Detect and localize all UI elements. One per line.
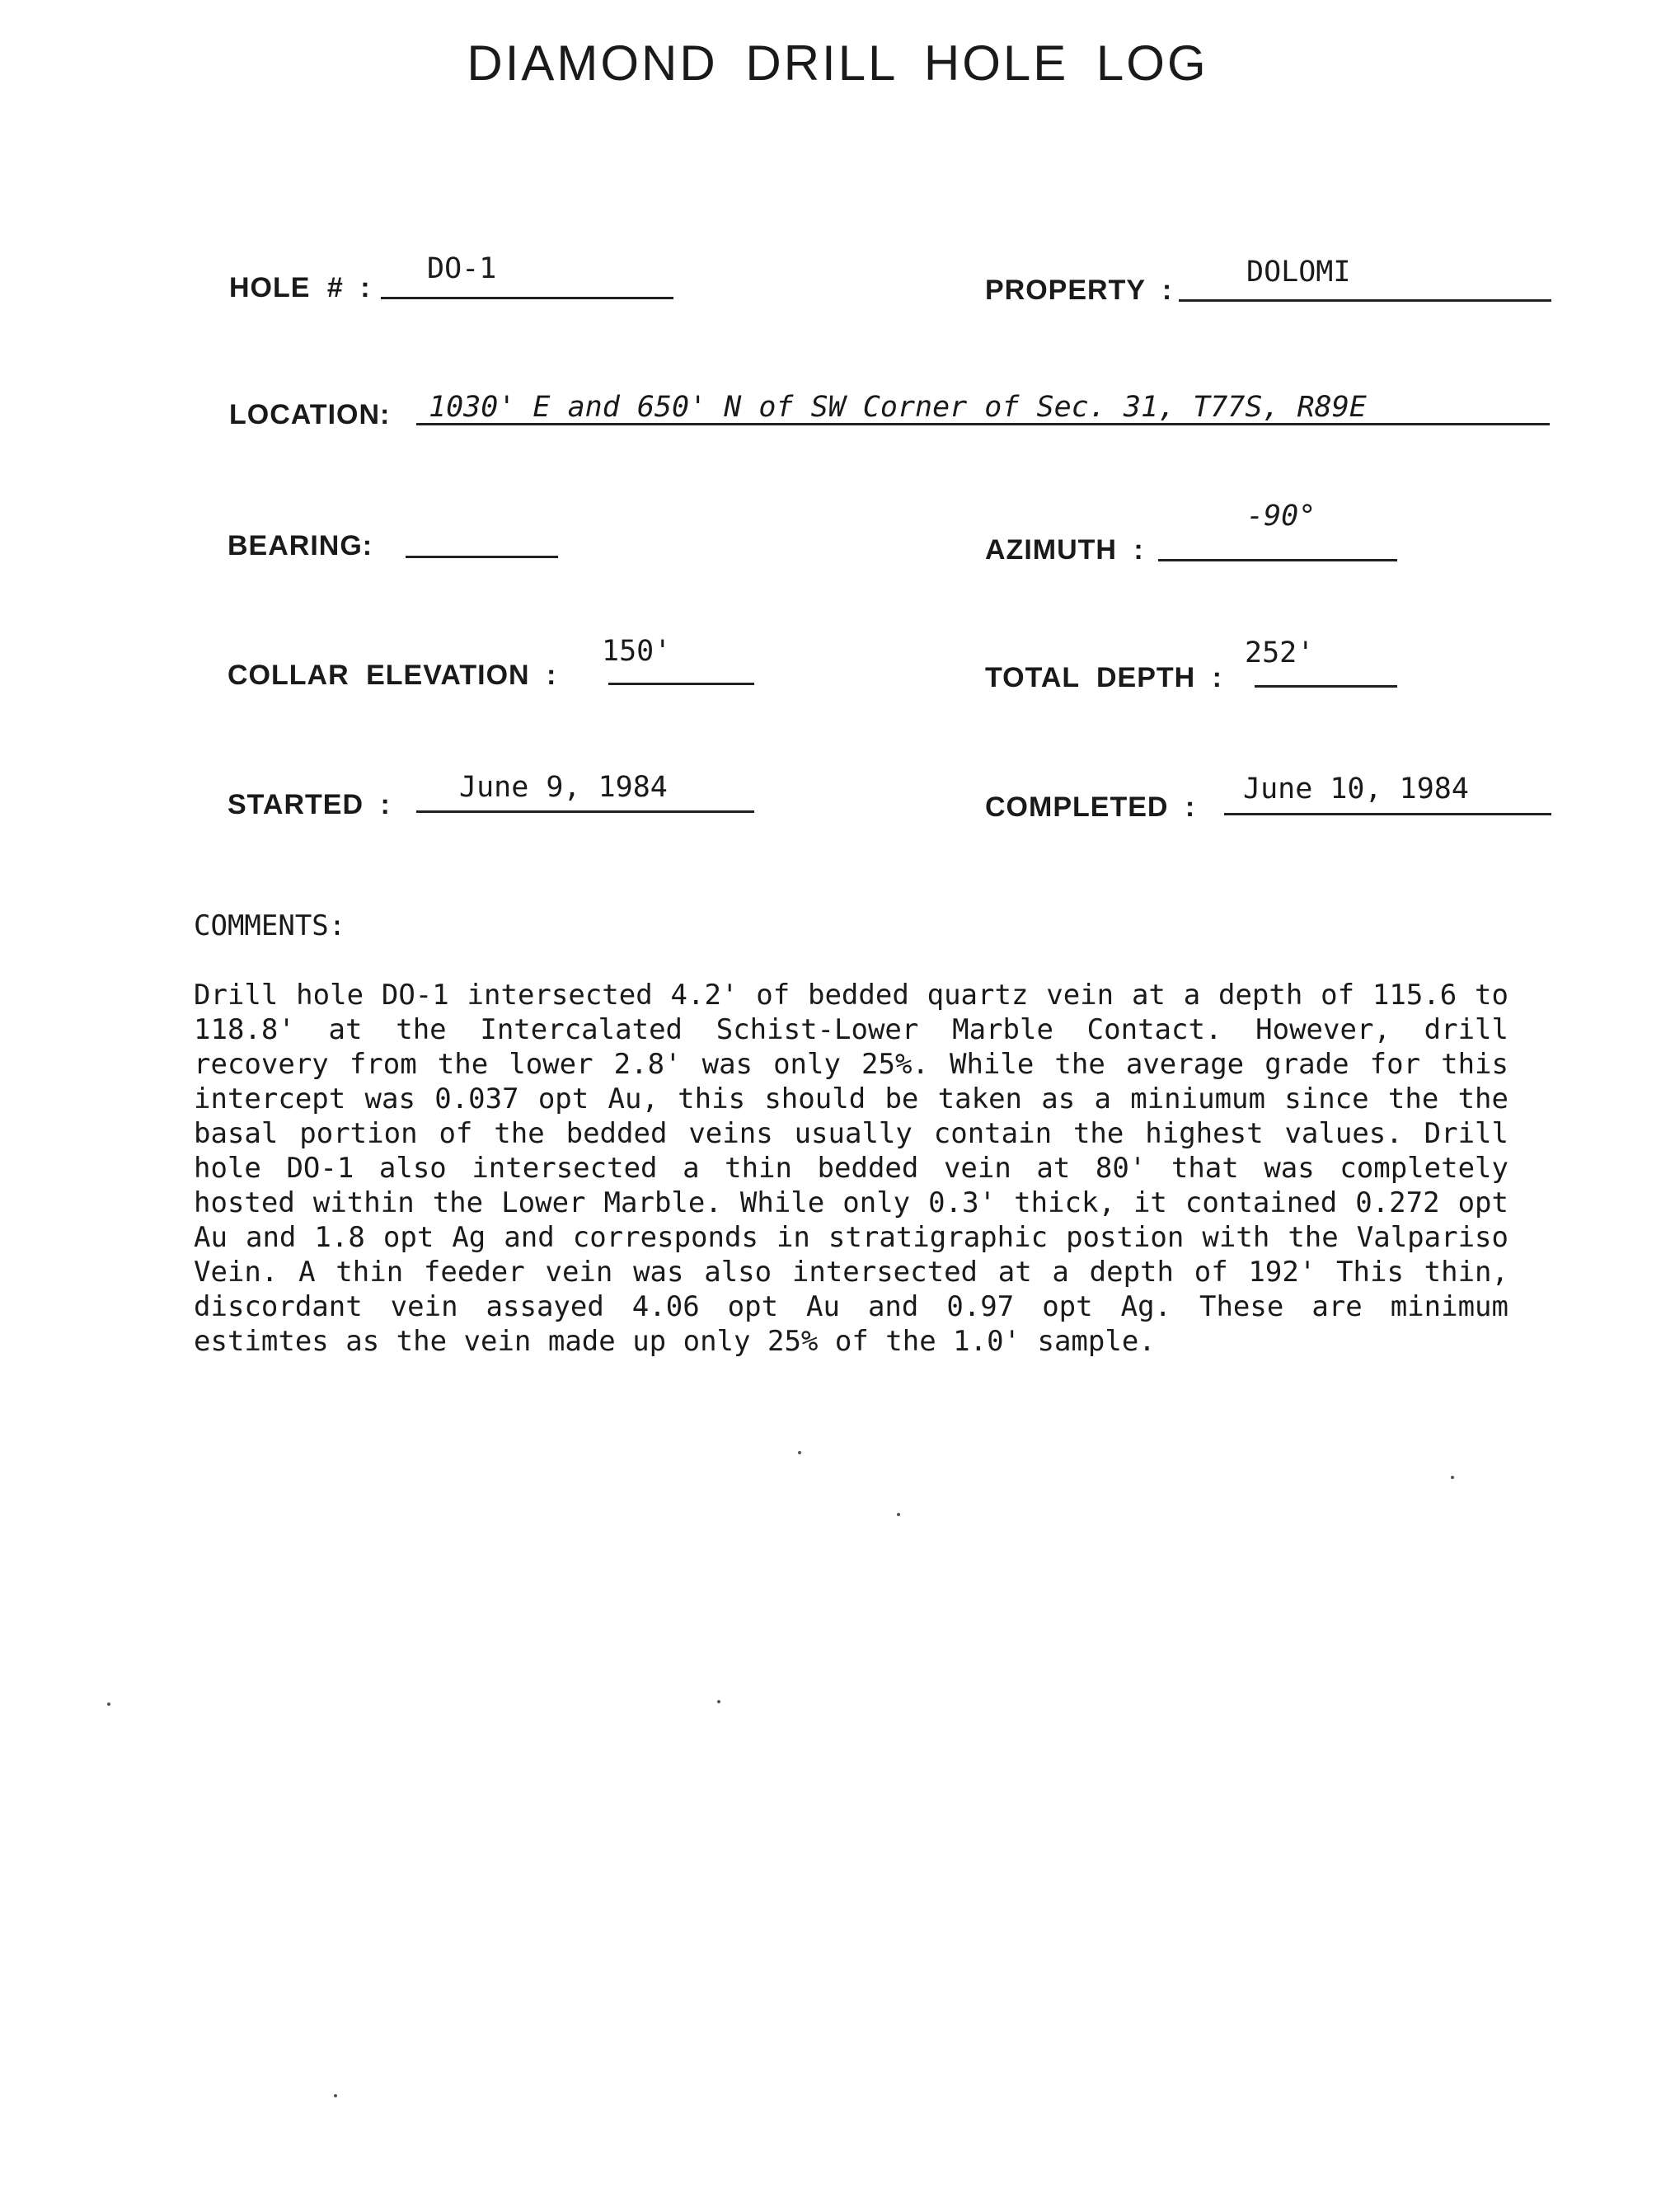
completed-value: June 10, 1984 (1243, 773, 1469, 805)
scan-speck (897, 1513, 900, 1516)
scan-speck (334, 2094, 337, 2097)
hole-number-value: DO-1 (427, 252, 497, 285)
azimuth-label: AZIMUTH : (985, 534, 1144, 566)
location-label: LOCATION: (229, 399, 391, 430)
location-value: 1030' E and 650' N of SW Corner of Sec. 31, T77S, R89E (429, 391, 1367, 424)
comments-text: Drill hole DO-1 intersected 4.2' of bedded quartz vein at a depth of 115.6 to 118.8' at the Intercalated Schist-Lower Marble Contact. However, drill recovery from the lower 2.8' was only 25%. While the average grade for this intercept was 0.037 opt Au, this should be taken as a miniumum since the the basal portion of the bedded veins usually contain the highest values. Drill hole DO-1 also intersected a thin bedded vein at 80' that was completely hosted within the Lower Marble. While only 0.3' thick, it contained 0.272 opt Au and 1.8 opt Ag and corresponds in stratigraphic postion with the Valpariso Vein. A thin feeder vein was also intersected at a depth of 192' This thin, discordant vein assayed 4.06 opt Au and 0.97 opt Ag. These are minimum estimtes as the vein made up only 25% of the 1.0' sample. (194, 979, 1508, 1358)
started-value: June 9, 1984 (459, 771, 668, 804)
started-label: STARTED : (228, 789, 391, 820)
total-depth-value: 252' (1245, 636, 1315, 669)
hole-number-line (381, 297, 673, 299)
scan-speck (1451, 1476, 1454, 1479)
collar-elevation-label: COLLAR ELEVATION : (228, 660, 557, 691)
property-value: DOLOMI (1246, 256, 1351, 289)
started-line (416, 810, 754, 813)
azimuth-value: -90° (1246, 500, 1316, 533)
total-depth-line (1255, 685, 1397, 688)
page-title: DIAMOND DRILL HOLE LOG (467, 35, 1208, 91)
scan-speck (107, 1702, 110, 1706)
completed-label: COMPLETED : (985, 791, 1196, 823)
bearing-label: BEARING: (228, 530, 373, 561)
total-depth-label: TOTAL DEPTH : (985, 662, 1222, 693)
scan-speck (798, 1451, 801, 1454)
collar-elevation-line (608, 683, 754, 685)
property-label: PROPERTY : (985, 275, 1173, 306)
azimuth-line (1158, 559, 1397, 561)
collar-elevation-value: 150' (602, 635, 672, 668)
scan-speck (717, 1700, 720, 1703)
property-line (1179, 299, 1551, 302)
bearing-line (406, 556, 558, 558)
completed-line (1224, 813, 1551, 815)
location-line (416, 423, 1550, 425)
hole-number-label: HOLE # : (229, 272, 371, 303)
comments-label: COMMENTS: (194, 909, 346, 942)
